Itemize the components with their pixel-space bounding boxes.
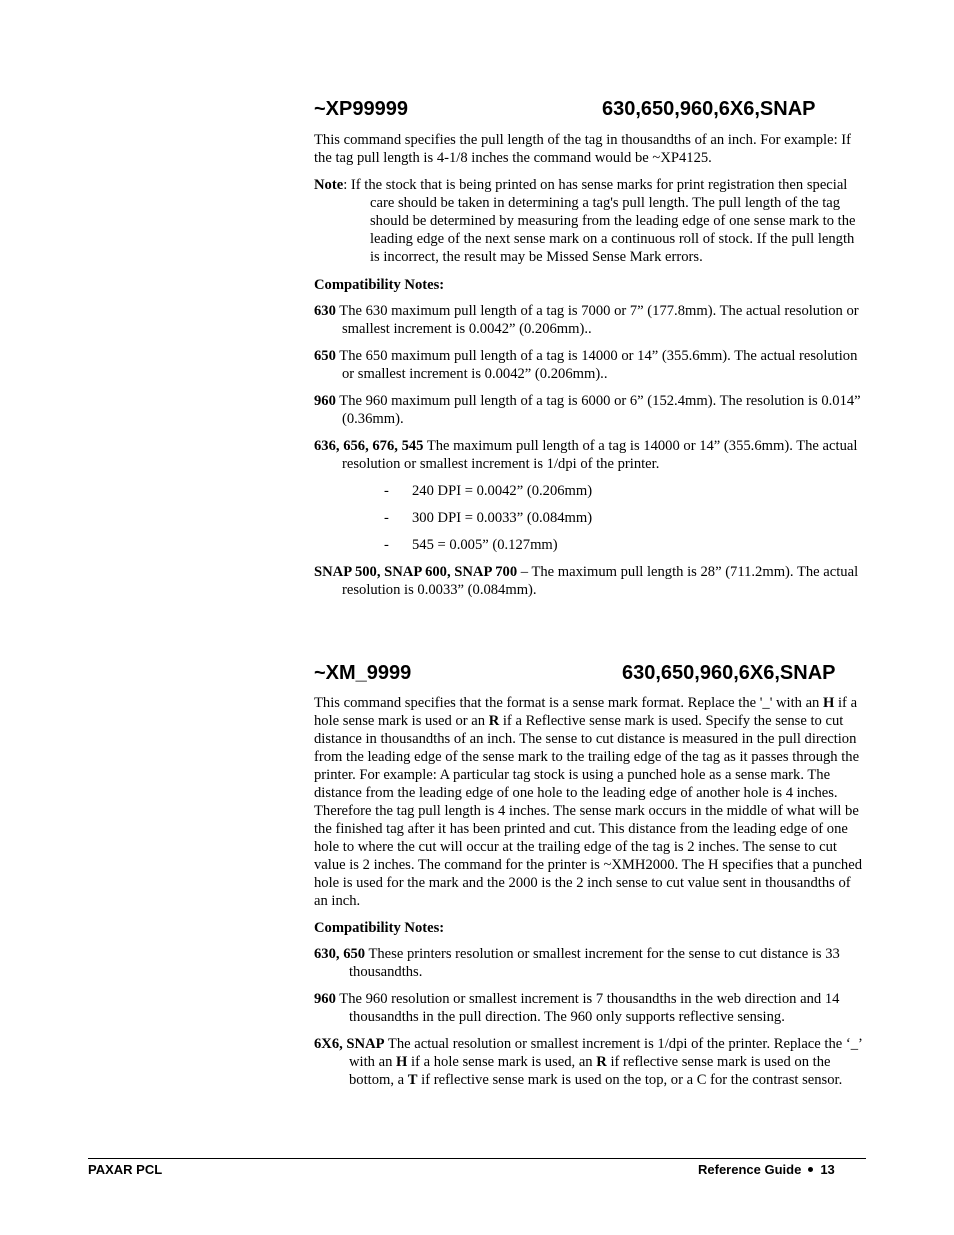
compat-item-snap: SNAP 500, SNAP 600, SNAP 700 – The maximum pull length is 28” (711.2mm). The actual resolution is 0.0033” (0.084mm). [314, 564, 859, 598]
compat-item-960: 960 The 960 maximum pull length of a tag is 6000 or 6” (152.4mm). The resolution is 0.014” (0.36mm). [314, 393, 861, 427]
note-label: Note [314, 177, 344, 193]
model-list: 630,650,960,6X6,SNAP [602, 98, 816, 120]
list-item: - 545 = 0.005” (0.127mm) [384, 537, 558, 553]
footer-guide-title: Reference Guide [698, 1162, 802, 1177]
model-list: 630,650,960,6X6,SNAP [622, 662, 836, 684]
command-name: ~XM_9999 [314, 662, 412, 684]
intro-paragraph: This command specifies that the format is a sense mark format. Replace the '_' with an H if a hole sense mark is used or an R if a Reflective sense mark is used. Specify the sense to cut distance in thousandths of an inch. The sense to cut distance is measured in the pull direction from the leading edge of the sense mark to the trailing edge of the tag as it passes through the printer. For example: A particular tag stock is using a punched hole as a sense mark. The distance from the leading edge of one hole to the leading edge of another hole is 4 inches. Therefore the tag pull length is 4 inches. The sense mark occurs in the middle of what will be the finished tag after it has been printed and cut. This distance from the leading edge of one hole to where the cut will occur at the trailing edge of the tag is 2 inches. The sense to cut value is 2 inches. The command for the printer is ~XMH2000. The H specifies that a punched hole is used for the mark and the 2000 is the 2 inch sense to cut value sent in thousandths of an inch. [314, 695, 862, 909]
section-heading-xp [314, 97, 866, 121]
command-name: ~XP99999 [314, 98, 408, 120]
compat-item-6x6-snap: 6X6, SNAP The actual resolution or smallest increment is 1/dpi of the printer. Replace the ‘_’ with an H if a hole sense mark is used, an R if reflective sense mark is used on the bottom, a T if reflective sense mark is used on the top, or a C for the contrast sensor. [314, 1036, 862, 1088]
compat-heading: Compatibility Notes: [314, 920, 445, 936]
note-text: : If the stock that is being printed on has sense marks for print registration then special care should be taken in determining a tag's pull length. The pull length of the tag should be determined by measuring from the leading edge of one sense mark to the leading edge of the next sense mark on a continuous roll of stock. If the pull length is incorrect, the result may be Missed Sense Mark errors. [343, 177, 856, 265]
compat-item-960: 960 The 960 resolution or smallest increment is 7 thousandths in the web direction and 14 thousandths in the pull direction. The 960 only supports reflective sensing. [314, 991, 840, 1025]
list-item: - 240 DPI = 0.0042” (0.206mm) [384, 483, 593, 499]
footer-divider [88, 1158, 866, 1159]
section-body-xm [314, 694, 866, 1089]
footer-page-info [698, 1162, 835, 1177]
compat-item-636-656-676-545: 636, 656, 676, 545 The maximum pull length of a tag is 14000 or 14” (355.6mm). The actual resolution or smallest increment is 1/dpi of the printer. [314, 438, 858, 472]
compat-item-650: 650 The 650 maximum pull length of a tag is 14000 or 14” (355.6mm). The actual resolution or smallest increment is 0.0042” (0.206mm).. [314, 348, 858, 382]
page-number: 13 [820, 1162, 835, 1177]
footer-product-name: PAXAR PCL [88, 1162, 163, 1177]
list-item: - 300 DPI = 0.0033” (0.084mm) [384, 510, 593, 526]
intro-paragraph: This command specifies the pull length of the tag in thousandths of an inch. For example: If the tag pull length is 4-1/8 inches the command would be ~XP4125. [314, 132, 852, 166]
compat-item-630-650: 630, 650 These printers resolution or smallest increment for the sense to cut distance is 33 thousandths. [314, 946, 840, 980]
compat-heading: Compatibility Notes: [314, 277, 445, 293]
compat-item-630: 630 The 630 maximum pull length of a tag is 7000 or 7” (177.8mm). The actual resolution or smallest increment is 0.0042” (0.206mm).. [314, 303, 859, 337]
section-body-xp [314, 131, 866, 599]
section-heading-xm [314, 661, 866, 685]
note-paragraph [314, 176, 866, 266]
bullet-icon [808, 1167, 813, 1172]
